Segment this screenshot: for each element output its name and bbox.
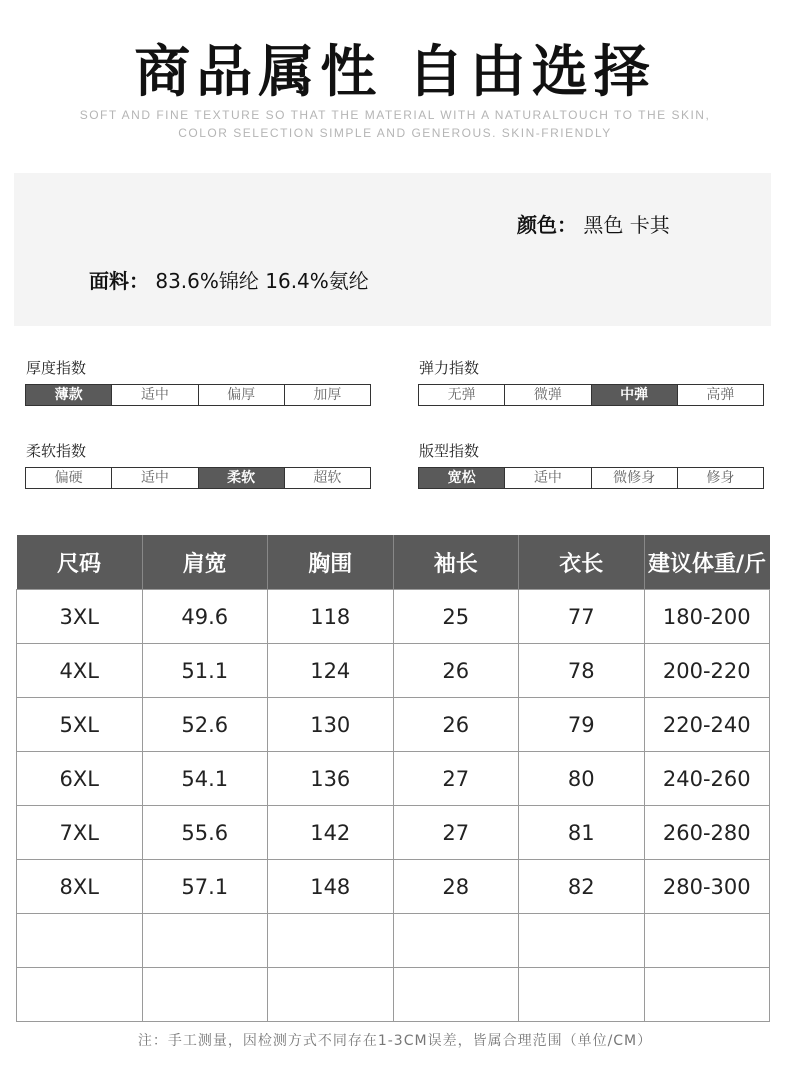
table-cell — [519, 914, 645, 968]
fabric-label: 面料： — [89, 269, 149, 293]
subtitle-line-2: COLOR SELECTION SIMPLE AND GENEROUS. SKIN-FRIENDLY — [178, 126, 612, 140]
table-cell: 52.6 — [142, 698, 268, 752]
table-cell — [519, 968, 645, 1022]
header-length: 衣长 — [519, 535, 645, 590]
table-cell — [142, 968, 268, 1022]
table-cell: 7XL — [17, 806, 143, 860]
softness-option: 柔软 — [199, 468, 285, 488]
softness-option: 适中 — [112, 468, 198, 488]
fit-index-label: 版型指数 — [419, 442, 480, 460]
softness-index-label: 柔软指数 — [26, 442, 87, 460]
table-cell: 220-240 — [644, 698, 770, 752]
size-table-header — [17, 535, 770, 590]
table-row — [17, 644, 770, 698]
header-sleeve: 袖长 — [393, 535, 519, 590]
table-row — [17, 752, 770, 806]
page-title: 商品属性 自由选择 — [134, 40, 656, 105]
table-row — [17, 698, 770, 752]
table-cell: 80 — [519, 752, 645, 806]
thickness-option: 加厚 — [313, 387, 342, 403]
fit-index — [418, 467, 764, 489]
table-cell: 54.1 — [142, 752, 268, 806]
table-cell: 49.6 — [142, 590, 268, 644]
elasticity-index-label: 弹力指数 — [419, 359, 480, 377]
table-cell: 77 — [519, 590, 645, 644]
table-cell — [393, 968, 519, 1022]
table-cell: 8XL — [17, 860, 143, 914]
fabric-attribute — [89, 265, 369, 294]
table-cell: 142 — [268, 806, 394, 860]
table-cell — [17, 968, 143, 1022]
table-cell — [268, 914, 394, 968]
table-cell — [268, 968, 394, 1022]
thickness-option: 适中 — [112, 385, 198, 405]
color-label: 颜色： — [517, 213, 577, 237]
table-cell — [142, 914, 268, 968]
table-cell: 136 — [268, 752, 394, 806]
fit-option: 微修身 — [592, 468, 678, 488]
table-cell: 130 — [268, 698, 394, 752]
color-attribute — [517, 209, 670, 238]
table-cell — [17, 914, 143, 968]
fit-option: 适中 — [505, 468, 591, 488]
table-row — [17, 914, 770, 968]
thickness-index-label: 厚度指数 — [26, 359, 87, 377]
fit-option: 宽松 — [419, 468, 505, 488]
table-cell: 280-300 — [644, 860, 770, 914]
table-cell: 260-280 — [644, 806, 770, 860]
table-cell: 28 — [393, 860, 519, 914]
table-cell: 27 — [393, 752, 519, 806]
size-table — [16, 535, 770, 1022]
table-cell: 57.1 — [142, 860, 268, 914]
table-cell: 240-260 — [644, 752, 770, 806]
softness-index — [25, 467, 371, 489]
header-weight: 建议体重/斤 — [644, 535, 770, 590]
table-cell: 27 — [393, 806, 519, 860]
table-cell: 25 — [393, 590, 519, 644]
table-cell: 78 — [519, 644, 645, 698]
table-cell: 26 — [393, 644, 519, 698]
elasticity-index — [418, 384, 764, 406]
table-row — [17, 860, 770, 914]
table-cell: 200-220 — [644, 644, 770, 698]
table-cell: 4XL — [17, 644, 143, 698]
header-chest: 胸围 — [268, 535, 394, 590]
subtitle-line-1: SOFT AND FINE TEXTURE SO THAT THE MATERIAL WITH A NATURALTOUCH TO THE SKIN, — [79, 108, 711, 122]
table-cell: 55.6 — [142, 806, 268, 860]
softness-option: 超软 — [313, 470, 342, 486]
table-row — [17, 806, 770, 860]
table-cell — [644, 914, 770, 968]
table-cell — [644, 968, 770, 1022]
thickness-option: 薄款 — [26, 385, 112, 405]
fabric-value: 83.6%锦纶 16.4%氨纶 — [155, 269, 369, 293]
thickness-option: 偏厚 — [199, 385, 285, 405]
table-row — [17, 590, 770, 644]
table-cell: 51.1 — [142, 644, 268, 698]
table-cell: 6XL — [17, 752, 143, 806]
table-cell: 81 — [519, 806, 645, 860]
table-cell: 148 — [268, 860, 394, 914]
fit-option: 修身 — [706, 470, 735, 486]
thickness-index — [25, 384, 371, 406]
softness-option: 偏硬 — [26, 468, 112, 488]
table-row — [17, 968, 770, 1022]
measurement-note: 注：手工测量，因检测方式不同存在1-3CM误差，皆属合理范围（单位/CM） — [137, 1033, 653, 1049]
elasticity-option: 高弹 — [706, 387, 735, 403]
table-cell: 118 — [268, 590, 394, 644]
color-value: 黑色 卡其 — [583, 213, 670, 237]
table-cell: 5XL — [17, 698, 143, 752]
table-cell: 26 — [393, 698, 519, 752]
header-shoulder: 肩宽 — [142, 535, 268, 590]
attribute-panel — [14, 173, 771, 326]
header-size: 尺码 — [17, 535, 143, 590]
elasticity-option: 微弹 — [505, 385, 591, 405]
elasticity-option: 无弹 — [419, 385, 505, 405]
table-cell: 3XL — [17, 590, 143, 644]
table-cell: 82 — [519, 860, 645, 914]
elasticity-option: 中弹 — [592, 385, 678, 405]
table-cell: 180-200 — [644, 590, 770, 644]
table-cell: 124 — [268, 644, 394, 698]
table-cell: 79 — [519, 698, 645, 752]
table-cell — [393, 914, 519, 968]
